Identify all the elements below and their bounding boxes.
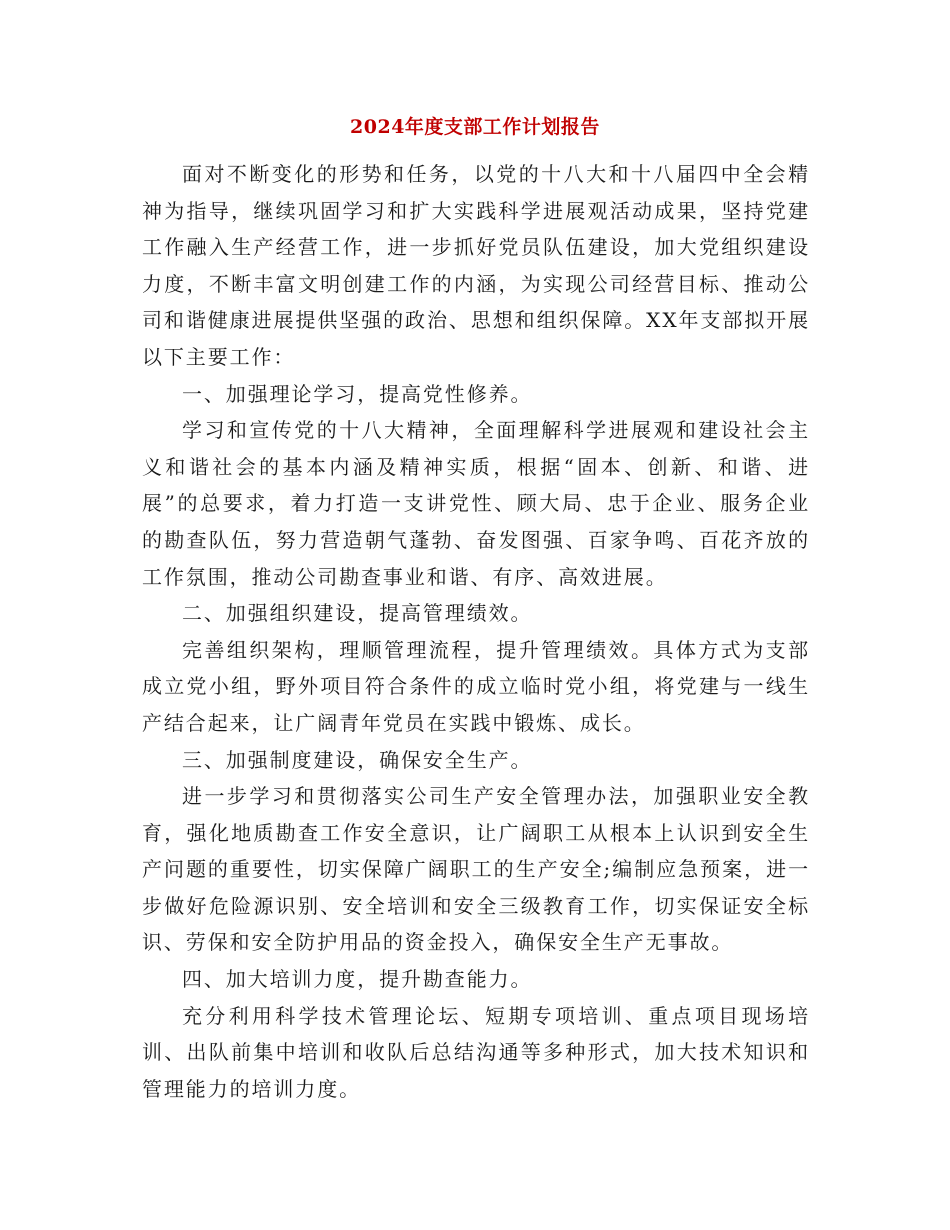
section-heading-2: 二、加强组织建设，提高管理绩效。 <box>182 601 533 626</box>
document-title: 2024年度支部工作计划报告 <box>350 116 600 138</box>
section-heading-3: 三、加强制度建设，确保安全生产。 <box>182 747 533 772</box>
paragraph-section-1: 学习和宣传党的十八大精神，全面理解科学进展观和建设社会主义和谐社会的基本内涵及精神实质，根据“固本、创新、和谐、进展”的总要求，着力打造一支讲党性、顾大局、忠于企业、服务企业的勘查队伍，努力营造朝气蓬勃、奋发图强、百家争鸣、百花齐放的工作氛围，推动公司勘查事业和谐、有序、高效进展。 <box>142 418 810 589</box>
paragraph-intro: 面对不断变化的形势和任务，以党的十八大和十八届四中全会精神为指导，继续巩固学习和扩大实践科学进展观活动成果，坚持党建工作融入生产经营工作，进一步抓好党员队伍建设，加大党组织建设力度，不断丰富文明创建工作的内涵，为实现公司经营目标、推动公司和谐健康进展提供坚强的政治、思想和组织保障。XX年支部拟开展以下主要工作： <box>142 162 810 369</box>
section-heading-4: 四、加大培训力度，提升勘查能力。 <box>182 967 533 992</box>
paragraph-section-4: 充分利用科学技术管理论坛、短期专项培训、重点项目现场培训、出队前集中培训和收队后总结沟通等多种形式，加大技术知识和管理能力的培训力度。 <box>142 1003 810 1101</box>
paragraph-section-2: 完善组织架构，理顺管理流程，提升管理绩效。具体方式为支部成立党小组，野外项目符合条件的成立临时党小组，将党建与一线生产结合起来，让广阔青年党员在实践中锻炼、成长。 <box>142 637 810 735</box>
document-body <box>142 156 810 1107</box>
paragraph-section-3: 进一步学习和贯彻落实公司生产安全管理办法，加强职业安全教育，强化地质勘查工作安全意识，让广阔职工从根本上认识到安全生产问题的重要性，切实保障广阔职工的生产安全;编制应急预案，进一步做好危险源识别、安全培训和安全三级教育工作，切实保证安全标识、劳保和安全防护用品的资金投入，确保安全生产无事故。 <box>142 784 810 955</box>
section-heading-1: 一、加强理论学习，提高党性修养。 <box>182 381 533 406</box>
